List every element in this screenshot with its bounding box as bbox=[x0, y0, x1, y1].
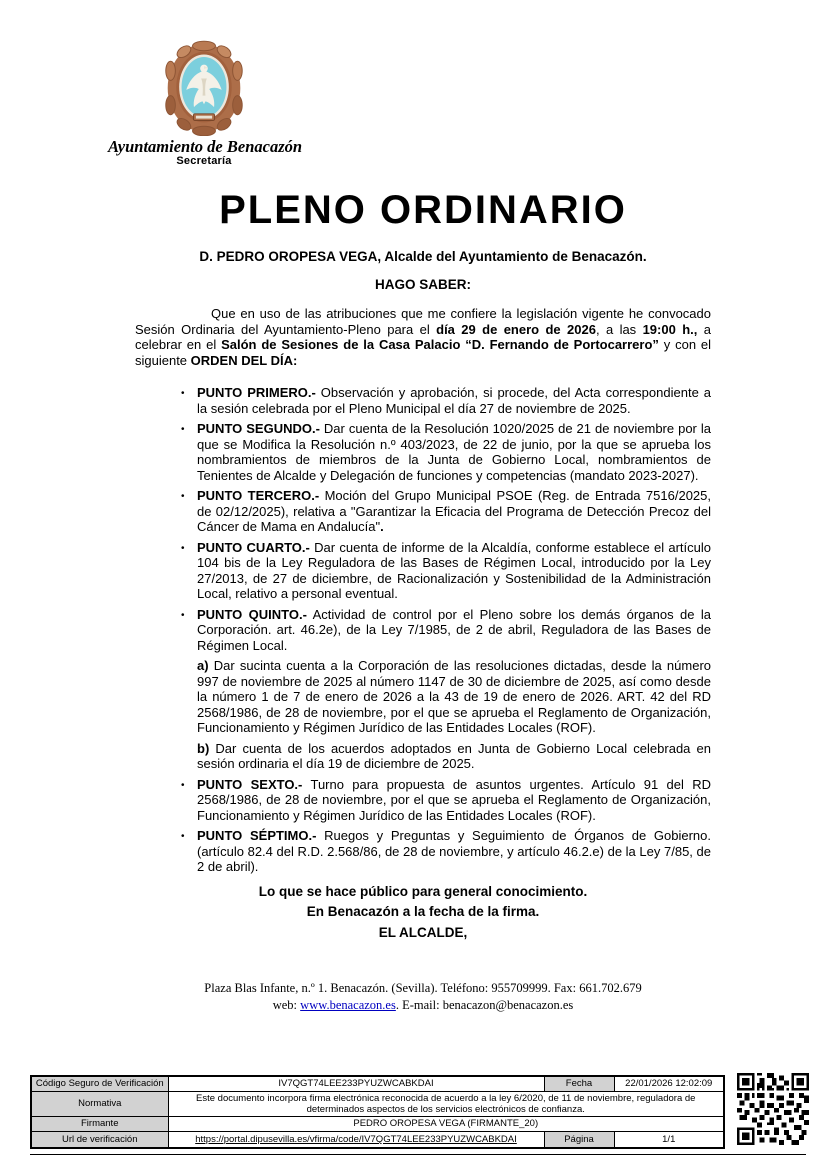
document-header bbox=[108, 40, 303, 168]
org-name: Ayuntamiento de Benacazón bbox=[108, 137, 303, 156]
pagina-label: Página bbox=[544, 1131, 614, 1148]
closing-line-alcalde: EL ALCALDE, bbox=[378, 924, 468, 940]
agenda-subitem-b: b) Dar cuenta de los acuerdos adoptados en Junta de Gobierno Local celebrada en sesión ordinaria el día 19 de diciembre de 2025. bbox=[197, 740, 711, 771]
qr-code-icon bbox=[737, 1073, 809, 1145]
footer-contact-line: web: www.benacazon.es. E-mail: benacazon@benacazon.es bbox=[272, 998, 574, 1012]
agenda-item-segundo: • PUNTO SEGUNDO.- Dar cuenta de la Resolución 1020/2025 de 21 de noviembre por la que se Modifica la Resolución n.º 403/2023, de 22 de junio, por la que se aprueba los nombramientos de miembros de la Junta de Gobierno Local, nombramientos de Tenientes de Alcalde y Delegación de funciones y competencias (mandato 2023-2027). bbox=[135, 421, 711, 483]
municipal-seal-icon bbox=[161, 40, 247, 136]
agenda-item-primero: • PUNTO PRIMERO.- Observación y aprobación, si procede, del Acta correspondiente a la sesión celebrada por el Pleno Municipal el día 27 de noviembre de 2025. bbox=[135, 385, 711, 416]
verification-url-link[interactable]: https://portal.dipusevilla.es/vfirma/code/IV7QGT74LEE233PYUZWCABKDAI bbox=[195, 1133, 517, 1145]
closing-line-public: Lo que se hace público para general conocimiento. bbox=[258, 883, 588, 899]
url-label: Url de verificación bbox=[31, 1131, 168, 1148]
fecha-label: Fecha bbox=[544, 1076, 614, 1091]
document-body bbox=[135, 306, 711, 943]
hago-saber-heading: HAGO SABER: bbox=[374, 277, 471, 292]
agenda-item-tercero: • PUNTO TERCERO.- Moción del Grupo Municipal PSOE (Reg. de Entrada 7516/2025, de 02/12/2025), relativa a "Garantizar la Eficacia del Programa de Detección Precoz del Cáncer de Mama en Andalucía". bbox=[135, 488, 711, 535]
footer-address-line: Plaza Blas Infante, n.º 1. Benacazón. (Sevilla). Teléfono: 955709999. Fax: 661.702.679 bbox=[204, 981, 642, 995]
agenda-item-septimo: • PUNTO SÉPTIMO.- Ruegos y Preguntas y Seguimiento de Órganos de Gobierno. (artículo 82.4 del R.D. 2.568/86, de 28 de noviembre, y artículo 46.2.e) de la Ley 7/85, de 2 de abril). bbox=[135, 828, 711, 875]
normativa-value: Este documento incorpora firma electrónica reconocida de acuerdo a la ley 6/2020, de 11 de noviembre, reguladora de determinados aspectos de los servicios electrónicos de confianza. bbox=[168, 1091, 724, 1116]
pagina-value: 1/1 bbox=[614, 1131, 724, 1148]
firmante-label: Firmante bbox=[31, 1116, 168, 1131]
fecha-value: 22/01/2026 12:02:09 bbox=[614, 1076, 724, 1091]
table-row bbox=[31, 1116, 724, 1131]
table-row bbox=[31, 1131, 724, 1148]
csv-value: IV7QGT74LEE233PYUZWCABKDAI bbox=[168, 1076, 544, 1091]
closing-line-place: En Benacazón a la fecha de la firma. bbox=[306, 904, 540, 919]
dept-name: Secretaría bbox=[176, 155, 232, 167]
verification-table-wrap bbox=[30, 1075, 725, 1149]
firmante-value: PEDRO OROPESA VEGA (FIRMANTE_20) bbox=[168, 1116, 724, 1131]
closing-block bbox=[135, 882, 711, 944]
table-row bbox=[31, 1091, 724, 1116]
agenda-item-sexto: • PUNTO SEXTO.- Turno para propuesta de asuntos urgentes. Artículo 91 del RD 2568/1986, de 28 de noviembre, por el que se aprueba el Reglamento de Organización, Funcionamiento y Régimen Jurídico de las Entidades Locales (ROF). bbox=[135, 777, 711, 824]
intro-paragraph: Que en uso de las atribuciones que me confiere la legislación vigente he convocado Sesión Ordinaria del Ayuntamiento-Pleno para el día 29 de enero de 2026, a las 19:00 h., a celebrar en el Salón de Sesiones de la Casa Palacio “D. Fernando de Portocarrero” y con el siguiente ORDEN DEL DÍA: bbox=[135, 306, 712, 368]
csv-label: Código Seguro de Verificación bbox=[31, 1076, 168, 1091]
footer-address-block bbox=[110, 980, 736, 1014]
bottom-rule-divider bbox=[30, 1154, 806, 1155]
page-title: PLENO ORDINARIO bbox=[219, 188, 627, 232]
table-row bbox=[31, 1076, 724, 1091]
agenda-subitem-a: a) Dar sucinta cuenta a la Corporación de las resoluciones dictadas, desde la número 997 de noviembre de 2025 al número 1147 de 30 de diciembre de 2025, así como desde la número 1 de 7 de enero de 2026 a la 43 de 19 de enero de 2026. ART. 42 del RD 2568/1986, de 28 de noviembre, por el que se aprueba el Reglamento de Organización, Funcionamiento y Régimen Jurídico de las Entidades Locales (ROF). bbox=[197, 658, 711, 735]
normativa-label: Normativa bbox=[31, 1091, 168, 1116]
author-line: D. PEDRO OROPESA VEGA, Alcalde del Ayuntamiento de Benacazón. bbox=[199, 249, 647, 264]
agenda-item-cuarto: • PUNTO CUARTO.- Dar cuenta de informe de la Alcaldía, conforme establece el artículo 104 bis de la Ley Reguladora de las Bases de Régimen Local, introducido por la Ley 27/2013, de 27 de diciembre, de Racionalización y Sostenibilidad de la Administración Local, relativo a personal eventual. bbox=[135, 540, 711, 602]
verification-table bbox=[30, 1075, 725, 1149]
agenda-item-quinto: • PUNTO QUINTO.- Actividad de control por el Pleno sobre los demás órganos de la Corporación. art. 46.2e), de la Ley 7/1985, de 2 de abril, Reguladora de las Bases de Régimen Local. bbox=[135, 607, 711, 654]
